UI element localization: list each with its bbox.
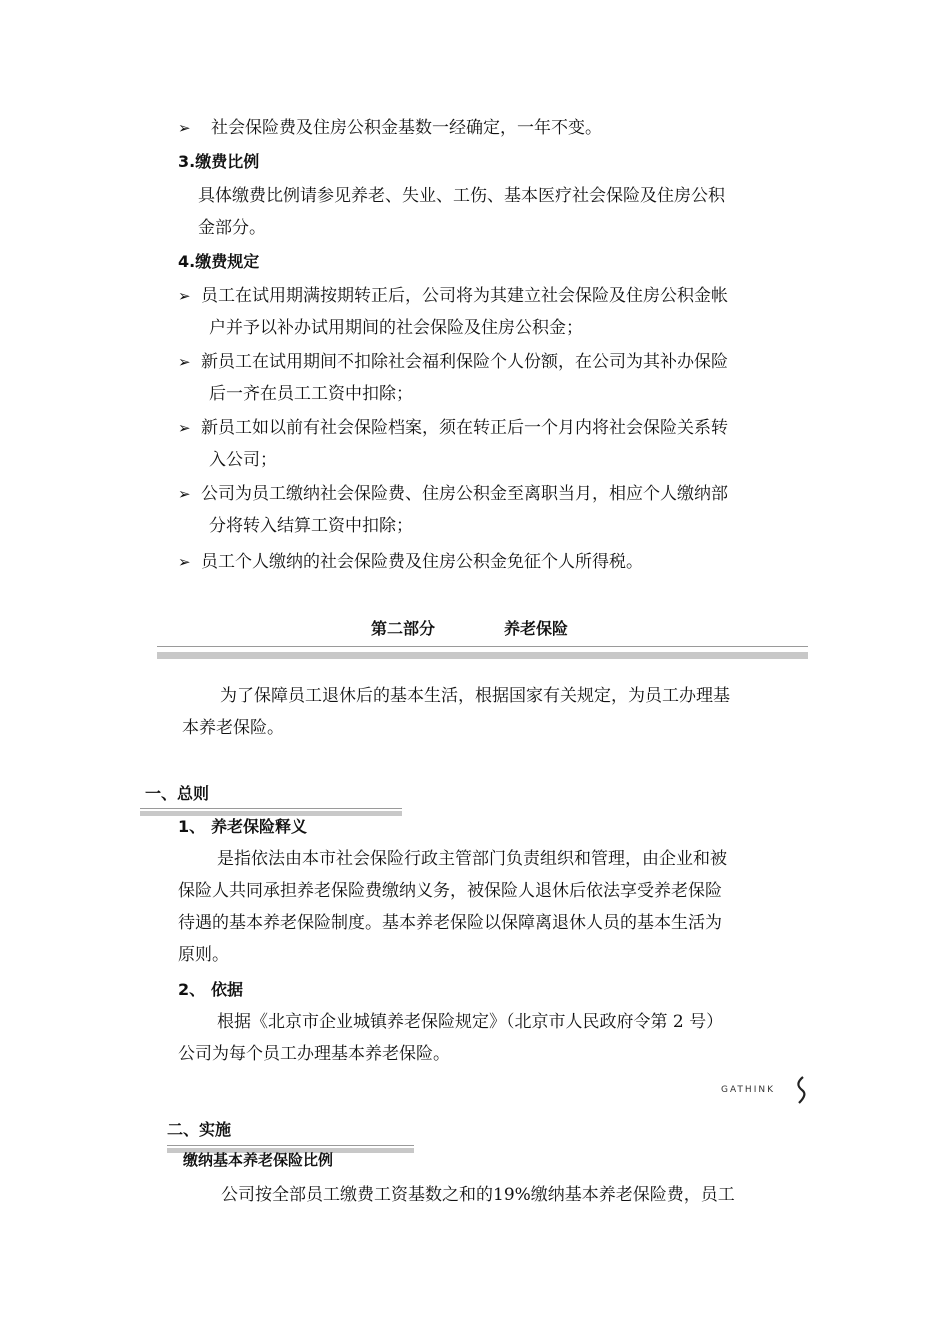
rule-bullet-3-line2: 入公司； [209, 450, 277, 470]
item-2-line2: 公司为每个员工办理基本养老保险。 [178, 1044, 450, 1064]
part-2-intro-line1: 为了保障员工退休后的基本生活，根据国家有关规定，为员工办理基 [220, 686, 730, 706]
rule-bullet-4-line1: 公司为员工缴纳社会保险费、住房公积金至离职当月，相应个人缴纳部 [201, 484, 728, 504]
bullet-icon: ➢ [178, 485, 191, 503]
part-2-label: 第二部分 [371, 619, 436, 638]
gathink-logo-text: GATHINK [721, 1085, 775, 1095]
item-2-line1: 根据《北京市企业城镇养老保险规定》（北京市人民政府令第 2 号） [217, 1012, 724, 1032]
item-1-line2: 保险人共同承担养老保险费缴纳义务，被保险人退休后依法享受养老保险 [178, 881, 722, 901]
implementation-para-line1: 公司按全部员工缴费工资基数之和的19%缴纳基本养老保险费，员工 [221, 1185, 735, 1205]
item-1-title: 养老保险释义 [211, 817, 308, 836]
rule-bullet-4-line2: 分将转入结算工资中扣除； [209, 516, 413, 536]
part-2-title: 养老保险 [504, 619, 569, 638]
item-1-line3: 待遇的基本养老保险制度。基本养老保险以保障离退休人员的基本生活为 [178, 913, 722, 933]
rule-bullet-5-line1: 员工个人缴纳的社会保险费及住房公积金免征个人所得税。 [201, 552, 643, 572]
section-3-para-line1: 具体缴费比例请参见养老、失业、工伤、基本医疗社会保险及住房公积 [198, 186, 725, 206]
rule-bullet-1-line1: 员工在试用期满按期转正后，公司将为其建立社会保险及住房公积金帐 [201, 286, 728, 306]
part-2-divider-thin [157, 646, 808, 647]
general-heading: 一、总则 [145, 784, 210, 803]
item-1-number: 1、 [178, 817, 206, 836]
gathink-logo-icon [793, 1076, 809, 1104]
implementation-sub-heading: 缴纳基本养老保险比例 [183, 1151, 334, 1169]
intro-bullet-text: 社会保险费及住房公积金基数一经确定，一年不变。 [211, 118, 602, 138]
item-2-number: 2、 [178, 980, 206, 999]
rule-bullet-1-line2: 户并予以补办试用期间的社会保险及住房公积金； [209, 318, 583, 338]
bullet-icon: ➢ [178, 353, 191, 371]
part-2-divider-thick [157, 652, 808, 659]
implementation-heading: 二、实施 [167, 1120, 232, 1139]
item-2-title: 依据 [211, 980, 244, 999]
section-3-para-line2: 金部分。 [198, 218, 266, 238]
section-4-heading: 4.缴费规定 [178, 252, 260, 271]
section-3-heading: 3.缴费比例 [178, 152, 260, 171]
bullet-icon: ➢ [178, 119, 191, 137]
bullet-icon: ➢ [178, 419, 191, 437]
implementation-divider-thin [167, 1145, 414, 1146]
bullet-icon: ➢ [178, 287, 191, 305]
rule-bullet-2-line1: 新员工在试用期间不扣除社会福利保险个人份额，在公司为其补办保险 [201, 352, 728, 372]
item-1-line4: 原则。 [178, 945, 229, 965]
rule-bullet-2-line2: 后一齐在员工工资中扣除； [209, 384, 413, 404]
item-1-line1: 是指依法由本市社会保险行政主管部门负责组织和管理，由企业和被 [217, 849, 727, 869]
bullet-icon: ➢ [178, 553, 191, 571]
part-2-intro-line2: 本养老保险。 [182, 718, 284, 738]
rule-bullet-3-line1: 新员工如以前有社会保险档案，须在转正后一个月内将社会保险关系转 [201, 418, 728, 438]
general-divider-thin [140, 808, 402, 809]
